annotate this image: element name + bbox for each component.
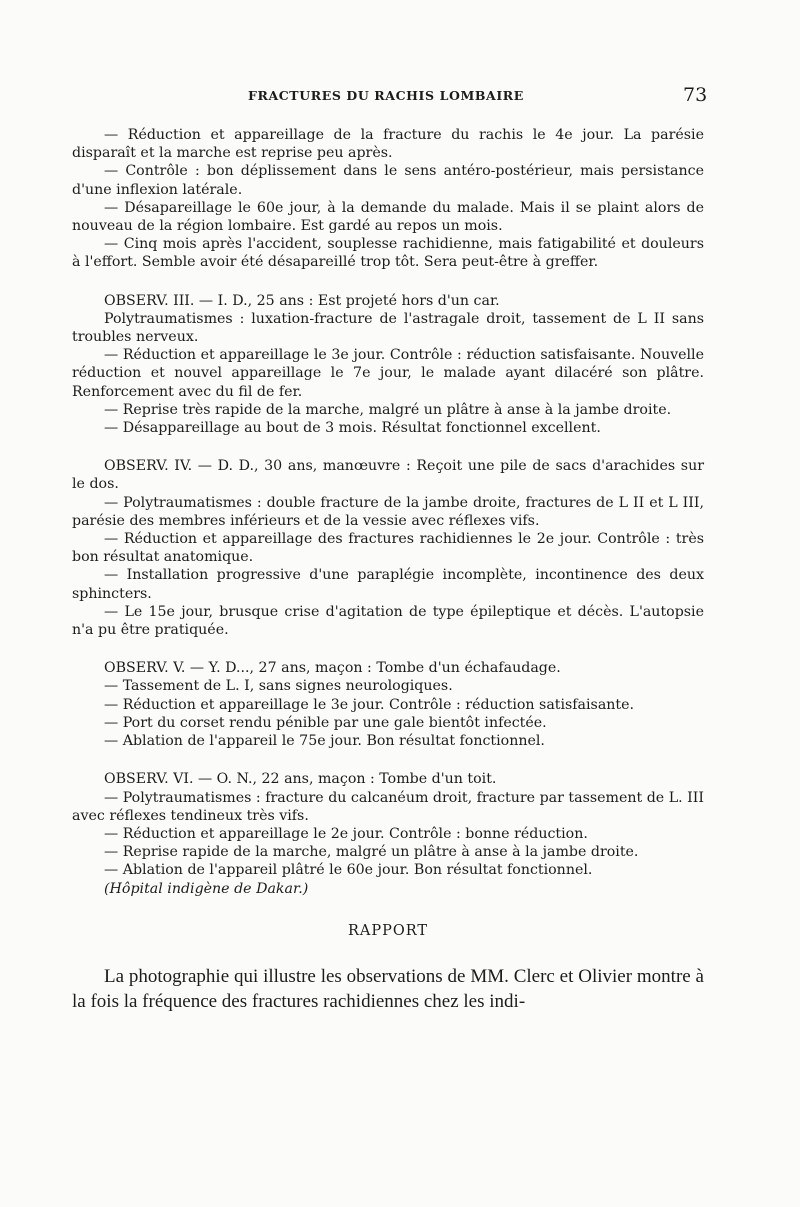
paragraph: — Réduction et appareillage le 3e jour. Contrôle : réduction satisfaisante. Nouvelle réduction et nouvel appareillage le 7e jour, le malade ayant dilacéré son plâtre. Renforcement avec du fil de fer. [72,347,704,400]
paragraph: — Reprise très rapide de la marche, malgré un plâtre à anse à la jambe droite. [104,401,672,418]
observation-v [72,659,704,750]
observation-iv [72,457,704,639]
page-header [0,84,800,108]
paragraph: — Reprise rapide de la marche, malgré un plâtre à anse à la jambe droite. [104,844,639,861]
paragraph: — Réduction et appareillage le 3e jour. Contrôle : réduction satisfaisante. [104,696,635,713]
paragraph: — Désapareillage le 60e jour, à la demande du malade. Mais il se plaint alors de nouveau de la région lombaire. Est gardé au repos un mois. [72,199,704,235]
paragraph: — Polytraumatismes : fracture du calcanéum droit, fracture par tassement de L. III avec réflexes tendineux très vifs. [72,789,704,824]
signature: (Hôpital indigène de Dakar.) [104,880,309,897]
observation-title: OBSERV. V. — Y. D..., 27 ans, maçon : Tombe d'un échafaudage. [104,660,561,677]
paragraph: — Réduction et appareillage de la fracture du rachis le 4e jour. La parésie disparaît et la marche est reprise peu après. [72,127,704,162]
paragraph: — Le 15e jour, brusque crise d'agitation de type épileptique et décès. L'autopsie n'a pu être pratiquée. [72,603,704,639]
paragraph: — Polytraumatismes : double fracture de la jambe droite, fractures de L II et L III, parésie des membres inférieurs et de la vessie avec réflexes vifs. [72,494,704,529]
page-body [72,126,704,1014]
paragraph: — Ablation de l'appareil le 75e jour. Bon résultat fonctionnel. [104,733,545,750]
paragraph: — Désappareillage au bout de 3 mois. Résultat fonctionnel excellent. [104,420,601,437]
section-heading: RAPPORT [347,922,429,939]
page-number: 73 [683,84,708,106]
observation-title: OBSERV. IV. — D. D., 30 ans, manœuvre : Reçoit une pile de sacs d'arachides sur le dos. [72,458,704,493]
report-text: La photographie qui illustre les observations de MM. Clerc et Olivier montre à la fois la fréquence des fractures rachidiennes chez les indi- [72,965,704,1012]
paragraph: — Installation progressive d'une paraplégie incomplète, incontinence des deux sphincters. [72,567,704,602]
paragraph: — Port du corset rendu pénible par une gale bientôt infectée. [104,714,547,731]
paragraph: — Tassement de L. I, sans signes neurologiques. [104,678,453,695]
observation-title: OBSERV. VI. — O. N., 22 ans, maçon : Tombe d'un toit. [104,771,497,788]
observation-title: OBSERV. III. — I. D., 25 ans : Est projeté hors d'un car. [104,292,500,309]
paragraph: — Contrôle : bon déplissement dans le sens antéro-postérieur, mais persistance d'une inflexion latérale. [72,163,704,198]
observation-iii [72,292,704,438]
paragraph: — Ablation de l'appareil plâtré le 60e jour. Bon résultat fonctionnel. [104,862,593,879]
paragraph: — Réduction et appareillage le 2e jour. Contrôle : bonne réduction. [104,825,588,842]
paragraph: — Réduction et appareillage des fractures rachidiennes le 2e jour. Contrôle : très bon résultat anatomique. [72,531,704,566]
observation-vi [72,770,704,897]
paragraph: Polytraumatismes : luxation-fracture de l'astragale droit, tassement de L II sans troubles nerveux. [72,310,704,346]
paragraph: — Cinq mois après l'accident, souplesse rachidienne, mais fatigabilité et douleurs à l'effort. Semble avoir été désapareillé trop tôt. Sera peut-être à greffer. [72,236,704,271]
running-title: FRACTURES DU RACHIS LOMBAIRE [248,88,524,103]
